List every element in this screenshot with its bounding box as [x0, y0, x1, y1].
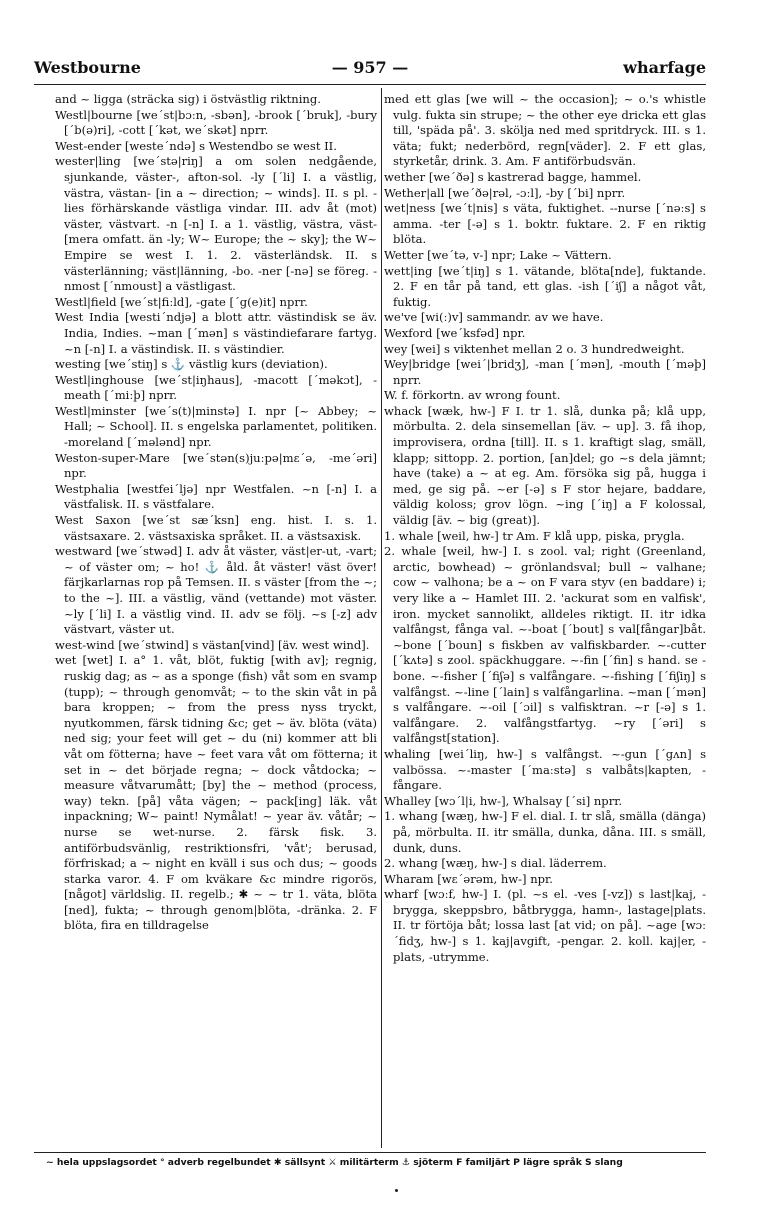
symbol-legend: ~ hela uppslagsordet ° adverb regelbundet ✱ sällsynt ⚔ militärterm ⚓ sjöterm F familjärt P lägre språk S slang [46, 1157, 623, 1168]
entry: Westl|field [we´st|fiːld], -gate [´g(e)it] nprr. [55, 294, 308, 309]
entry: westing [we´stiŋ] s ⚓ västlig kurs (deviation). [55, 357, 328, 372]
entry: Westl|bourne [we´st|bɔːn, -sbən], -brook [´bruk], -bury [´b(ə)ri], -cott [´kət, we´skət] nprr. [55, 107, 377, 138]
entry: wey [wei] s viktenhet mellan 2 o. 3 hundredweight. [384, 341, 685, 356]
page-dot [395, 1189, 398, 1192]
entry: westward [we´stwəd] I. adv åt väster, väst|er-ut, -vart; ~ of väster om; ~ ho! ⚓ åld. åt väster! väst över! färjkarlarnas rop på Temsen. II. s väster [from the ~; to the ~]. III. a västlig, vänd (vettande) mot väster. ~ly [´li] I. a västlig vind. II. adv se följ. ~s [-z] adv västvart, väster ut. [55, 544, 377, 637]
header-rule [34, 84, 706, 85]
left-column [55, 92, 377, 1148]
entry: West Saxon [we´st sæ´ksn] eng. hist. I. s. 1. västsaxare. 2. västsaxiska språket. II. a västsaxisk. [55, 513, 377, 543]
entry: west-wind [we´stwind] s västan[vind] [äv. west wind]. [55, 637, 370, 652]
entry: Wether|all [we´ðə|rəl, -ɔːl], -by [´bi] nprr. [384, 185, 626, 200]
column-divider [381, 88, 382, 1148]
entry: wett|ing [we´t|iŋ] s 1. vätande, blöta[nde], fuktande. 2. F en tår på tand, ett glas. -ish [´iʃ] a något våt, fuktig. [384, 263, 706, 309]
footer-rule [34, 1152, 706, 1153]
header-first-word: Westbourne [34, 58, 141, 77]
entry: whaling [wei´liŋ, hw-] s valfångst. ~-gun [´gʌn] s valbössa. ~-master [´maːstə] s valbåts|kapten, -fångare. [384, 746, 706, 793]
entry: 2. whale [weil, hw-] I. s zool. val; right (Greenland, arctic, bowhead) ~ grönlandsval; bull ~ valhane; cow ~ valhona; be a ~ on F vara styv (en baddare) i; very like a ~ Hamlet III. 2. 'ackurat som en valfisk', iron. mycket sannolikt, alldeles riktigt. II. itr idka valfångst, fånga val. ~-boat [´bout] s val[fångar]båt. ~bone [´boun] s fiskben av valfiskbarder. ~-cutter [´kʌtə] s zool. späckhuggare. ~-fin [´fin] s hand. se -bone. ~-fisher [´fiʃə] s valfångare. ~-fishing [´fiʃiŋ] s valfångst. ~-line [´lain] s valfångarlina. ~man [´mən] s valfångare. ~-oil [´ɔil] s valfisktran. ~r [-ə] s 1. valfångare. 2. valfångstfartyg. ~ry [´əri] s valfångst[station]. [384, 544, 706, 746]
entry: 2. whang [wæŋ, hw-] s dial. läderrem. [384, 856, 607, 871]
entry: Wexford [we´ksfəd] npr. [384, 325, 526, 340]
entry: Wetter [we´tə, v-] npr; Lake ~ Vättern. [384, 247, 612, 262]
header-last-word: wharfage [623, 58, 706, 77]
entry: we've [wi(ː)v] sammandr. av we have. [384, 310, 604, 325]
entry: Whalley [wɔ´l|i, hw-], Whalsay [´si] nprr. [384, 793, 623, 808]
entry: wet [wet] I. a° 1. våt, blöt, fuktig [with av]; regnig, ruskig dag; as ~ as a sponge (fish) våt som en svamp (tupp); ~ through genomvåt; ~ to the skin våt in på bara kroppen; ~ from the press nyss tryckt, nyutkommen, färsk tidning &c; get ~ äv. blöta (väta) ned sig; your feet will get ~ du (ni) kommer att bli våt om fötterna; have ~ feet vara våt om fötterna; it set in ~ det började regna; ~ dock våtdocka; ~ measure våtvarumått; [by] the ~ method (process, way) tekn. [på] våta vägen; ~ pack[ing] läk. våt inpackning; W~ paint! Nymålat! ~ year äv. våtår; ~ nurse se wet-nurse. 2. färsk fisk. 3. antiförbudsvänlig, restriktionsfri, 'våt'; berusad, förfriskad; a ~ night en kväll i sus och dus; ~ goods starka varor. 4. F om kväkare &c mindre rigorös, [något] världslig. II. regelb.; ✱ ~ ~ tr 1. väta, blöta [ned], fukta; ~ through genom|blöta, -dränka. 2. F blöta, fira en tilldragelse [55, 653, 377, 933]
entry: wester|ling [we´stə|riŋ] a om solen nedgående, sjunkande, väster-, afton-sol. -ly [´li] I. a västlig, västra, västan- [in a ~ direction; ~ winds]. II. s pl. -lies förhärskande västliga vindar. III. adv åt (mot) väster, västvart. -n [-n] I. a 1. västlig, västra, väst- [mera omfatt. än -ly; W~ Europe; the ~ sky]; the W~ Empire se west I. 1. 2. västerländsk. II. s västerlänning; väst|länning, -bo. -ner [-nə] se föreg. -nmost [´nmoust] a västligast. [55, 154, 377, 294]
entry: Wharam [wɛ´ərəm, hw-] npr. [384, 871, 553, 886]
entry: whack [wæk, hw-] F I. tr 1. slå, dunka på; klå upp, mörbulta. 2. dela sinsemellan [äv. ~ up]. 3. få ihop, improvisera, ordna [till]. II. s 1. kraftigt slag, smäll, klapp; sittopp. 2. portion, [an]del; go ~s dela jämnt; have (take) a ~ at eg. Am. försöka sig på, hugga i med, ge sig på. ~er [-ə] s F stor hejare, baddare, väldig koloss; grov lögn. ~ing [´iŋ] a F kolossal, väldig [äv. ~ big (great)]. [384, 403, 706, 528]
entry: 1. whang [wæŋ, hw-] F el. dial. I. tr slå, smälla (dänga) på, mörbulta. II. itr smälla, dunka, dåna. III. s smäll, dunk, duns. [384, 809, 706, 855]
entry: 1. whale [weil, hw-] tr Am. F klå upp, piska, prygla. [384, 528, 685, 543]
entry: West India [westi´ndjə] a blott attr. västindisk se äv. India, Indies. ~man [´mən] s västindiefarare fartyg. ~n [-n] I. a västindisk. II. s västindier. [55, 310, 377, 356]
entry: Westl|minster [we´s(t)|minstə] I. npr [~ Abbey; ~ Hall; ~ School]. II. s engelska parlamentet, politiken. -moreland [´mələnd] npr. [55, 403, 377, 450]
entry: wether [we´ðə] s kastrerad bagge, hammel. [384, 169, 642, 184]
entry: West-ender [weste´ndə] s Westendbo se west II. [55, 138, 337, 153]
right-column [384, 92, 706, 1148]
entry: Wey|bridge [wei´|bridʒ], -man [´mən], -mouth [´məþ] nprr. [384, 357, 706, 387]
entry: Weston-super-Mare [we´stən(s)juːpə|mɛ´ə, -me´əri] npr. [55, 450, 377, 481]
entry: Westphalia [westfei´ljə] npr Westfalen. ~n [-n] I. a västfalisk. II. s västfalare. [55, 481, 377, 512]
entry: Westl|inghouse [we´st|iŋhaus], -macott [´məkɔt], -meath [´miːþ] nprr. [55, 372, 377, 403]
page-header [34, 58, 706, 80]
entry: wet|ness [we´t|nis] s väta, fuktighet. --nurse [´nəːs] s amma. -ter [-ə] s 1. boktr. fuktare. 2. F en riktig blöta. [384, 201, 706, 247]
page-number: — 957 — [331, 58, 409, 77]
entry: med ett glas [we will ~ the occasion]; ~ o.'s whistle vulg. fukta sin strupe; ~ the other eye dricka ett glas till, 'späda på'. 3. skölja ned med spritdryck. III. s 1. väta; fukt; nederbörd, regn[väder]. 2. F ett glas, styrketår, drink. 3. Am. F antiförbudsvän. [384, 92, 706, 169]
entry: wharf [wɔːf, hw-] I. (pl. ~s el. -ves [-vz]) s last|kaj, -brygga, skeppsbro, båtbrygga, hamn-, lastage|plats. II. tr förtöja båt; lossa last [at vid; on på]. ~age [wɔː´fidʒ, hw-] s 1. kaj|avgift, -pengar. 2. koll. kaj|er, -plats, -utrymme. [384, 887, 706, 964]
entry: W. f. förkortn. av wrong fount. [384, 388, 561, 403]
entry: and ~ ligga (sträcka sig) i östvästlig riktning. [55, 92, 321, 106]
